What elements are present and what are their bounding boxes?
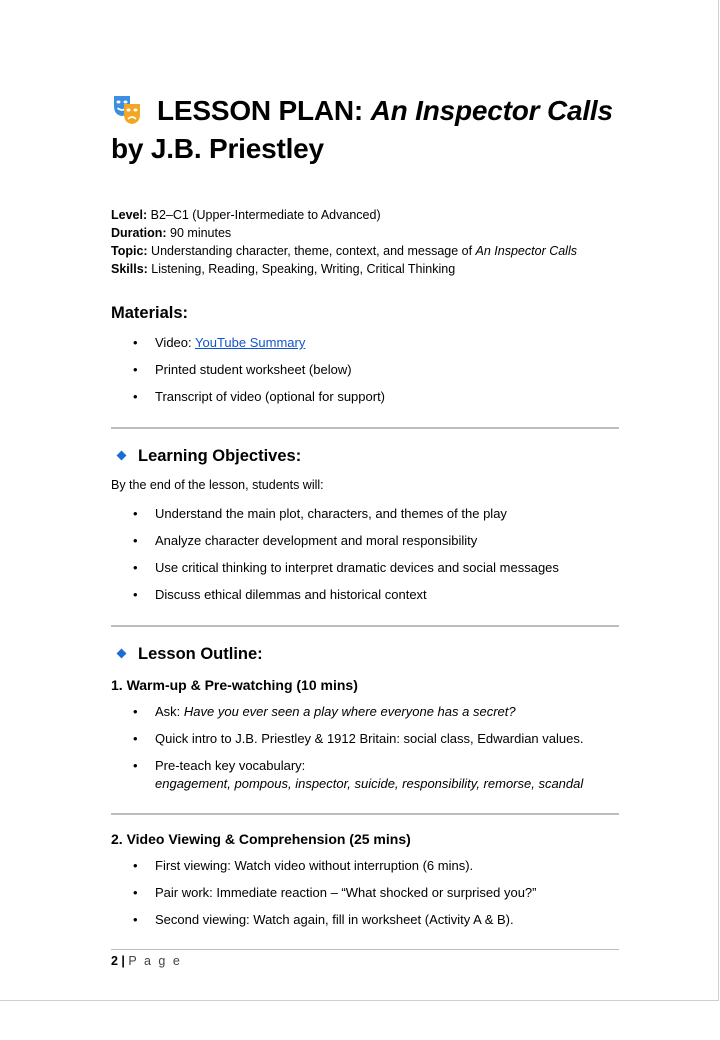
footer-divider bbox=[111, 949, 619, 950]
list-item: • Transcript of video (optional for support) bbox=[131, 388, 385, 406]
section-divider bbox=[111, 625, 619, 627]
section-divider bbox=[111, 427, 619, 429]
outline-heading: Lesson Outline: bbox=[111, 645, 263, 664]
list-item: • Pair work: Immediate reaction – “What shocked or surprised you?” bbox=[131, 884, 537, 902]
section-divider bbox=[111, 813, 619, 815]
page-number: 2 bbox=[111, 954, 118, 968]
video-viewing-list bbox=[131, 857, 537, 938]
title-prefix: LESSON PLAN: bbox=[157, 95, 371, 126]
list-item: • Second viewing: Watch again, fill in worksheet (Activity A & B). bbox=[131, 911, 537, 929]
list-item: • Ask: Have you ever seen a play where everyone has a secret? bbox=[131, 703, 583, 721]
list-item: • Quick intro to J.B. Priestley & 1912 Britain: social class, Edwardian values. bbox=[131, 730, 583, 748]
list-item: • Video: YouTube Summary bbox=[131, 334, 385, 352]
warmup-list bbox=[131, 703, 583, 802]
list-item: • Pre-teach key vocabulary: engagement, pompous, inspector, suicide, responsibility, remorse, scandal bbox=[131, 757, 583, 793]
list-item: • Use critical thinking to interpret dramatic devices and social messages bbox=[131, 559, 559, 577]
list-item: • First viewing: Watch video without interruption (6 mins). bbox=[131, 857, 537, 875]
lesson-meta bbox=[111, 206, 577, 278]
objectives-heading: Learning Objectives: bbox=[111, 447, 301, 466]
list-item: • Discuss ethical dilemmas and historical context bbox=[131, 586, 559, 604]
video-viewing-heading: 2. Video Viewing & Comprehension (25 mins) bbox=[111, 831, 411, 847]
materials-list bbox=[131, 334, 385, 415]
list-item: • Analyze character development and moral responsibility bbox=[131, 532, 559, 550]
diamond-bullet-icon bbox=[117, 451, 127, 461]
theatre-masks-icon bbox=[111, 93, 143, 125]
youtube-summary-link[interactable]: YouTube Summary bbox=[195, 335, 306, 350]
diamond-bullet-icon bbox=[117, 649, 127, 659]
list-item: • Printed student worksheet (below) bbox=[131, 361, 385, 379]
page-title bbox=[111, 92, 613, 168]
objectives-intro: By the end of the lesson, students will: bbox=[111, 478, 324, 492]
title-author: by J.B. Priestley bbox=[111, 133, 324, 164]
list-item: • Understand the main plot, characters, and themes of the play bbox=[131, 505, 559, 523]
objectives-list bbox=[131, 505, 559, 613]
meta-skills: Skills: Listening, Reading, Speaking, Writing, Critical Thinking bbox=[111, 262, 456, 276]
meta-topic: Topic: Understanding character, theme, context, and message of An Inspector Calls bbox=[111, 244, 577, 258]
warmup-heading: 1. Warm-up & Pre-watching (10 mins) bbox=[111, 677, 358, 693]
page-footer: 2 | P a g e bbox=[111, 954, 182, 968]
page-label: P a g e bbox=[128, 954, 182, 968]
meta-duration: Duration: 90 minutes bbox=[111, 226, 232, 240]
materials-heading: Materials: bbox=[111, 304, 189, 322]
title-play-name: An Inspector Calls bbox=[370, 95, 613, 126]
meta-level: Level: B2–C1 (Upper-Intermediate to Advanced) bbox=[111, 208, 381, 222]
